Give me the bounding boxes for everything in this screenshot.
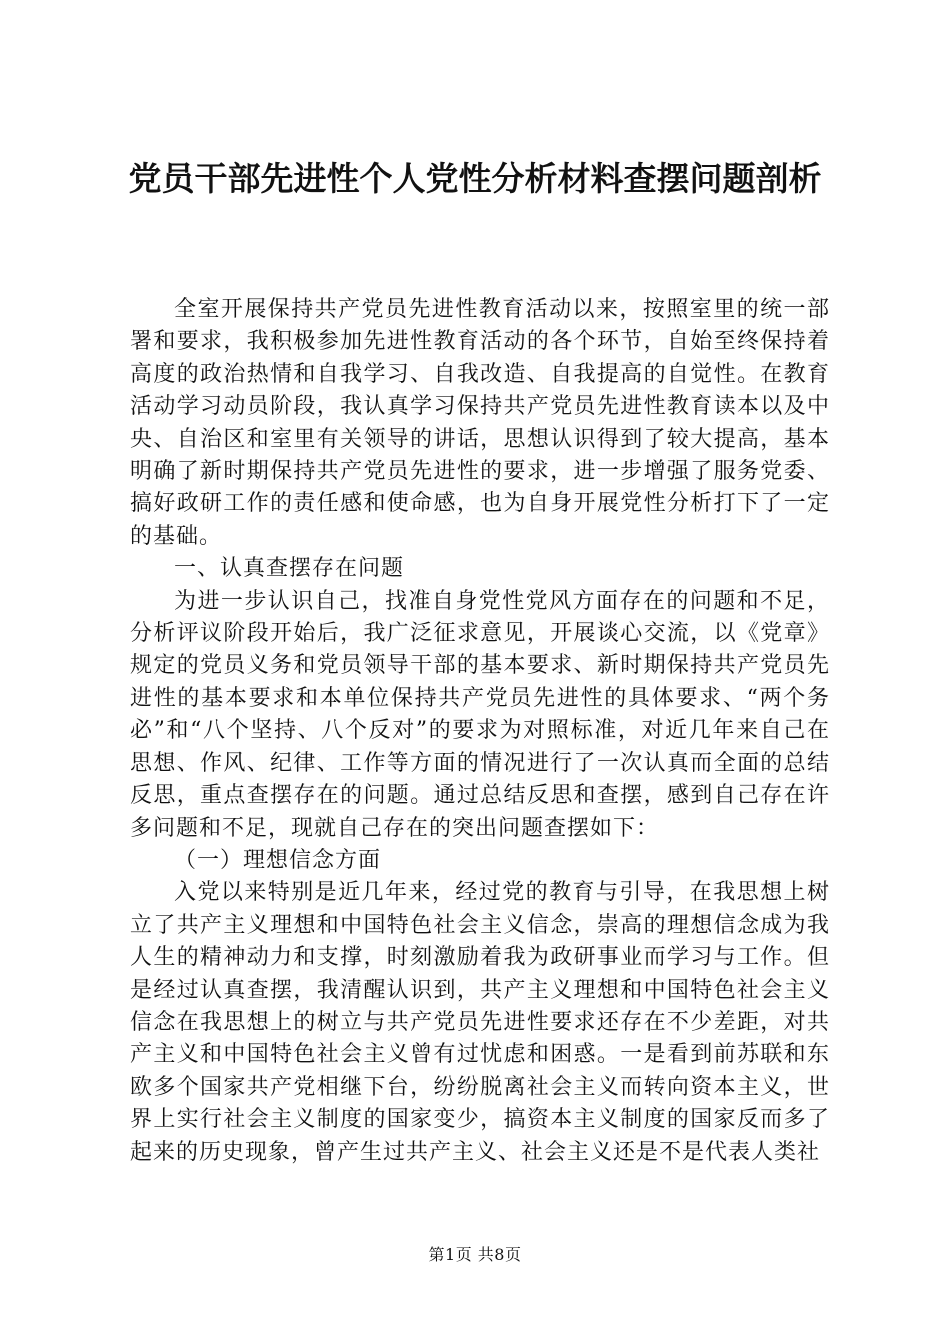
intro-paragraph: 全室开展保持共产党员先进性教育活动以来，按照室里的统一部署和要求，我积极参加先进性教育活动的各个环节，自始至终保持着高度的政治热情和自我学习、自我改造、自我提高的自觉性。在教育活动学习动员阶段，我认真学习保持共产党员先进性教育读本以及中央、自治区和室里有关领导的讲话，思想认识得到了较大提高，基本明确了新时期保持共产党员先进性的要求，进一步增强了服务党委、搞好政研工作的责任感和使命感，也为自身开展党性分析打下了一定的基础。 (130, 297, 830, 549)
subsection-heading-1: （一）理想信念方面 (174, 847, 382, 873)
page-footer: 第1页 共8页 (428, 1245, 522, 1264)
subsection-paragraph-1: 入党以来特别是近几年来，经过党的教育与引导，在我思想上树立了共产主义理想和中国特色社会主义信念，崇高的理想信念成为我人生的精神动力和支撑，时刻激励着我为政研事业而学习与工作。但是经过认真查摆，我清醒认识到，共产主义理想和中国特色社会主义信念在我思想上的树立与共产党员先进性要求还存在不少差距，对共产主义和中国特色社会主义曾有过忧虑和困惑。一是看到前苏联和东欧多个国家共产党相继下台，纷纷脱离社会主义而转向资本主义，世界上实行社会主义制度的国家变少，搞资本主义制度的国家反而多了起来的历史现象，曾产生过共产主义、社会主义还是不是代表人类社 (130, 880, 830, 1165)
section-paragraph-1: 为进一步认识自己，找准自身党性党风方面存在的问题和不足，分析评议阶段开始后，我广泛征求意见，开展谈心交流，以《党章》规定的党员义务和党员领导干部的基本要求、新时期保持共产党员先进性的基本要求和本单位保持共产党员先进性的具体要求、“两个务必”和“八个坚持、八个反对”的要求为对照标准，对近几年来自己在思想、作风、纪律、工作等方面的情况进行了一次认真而全面的总结反思，重点查摆存在的问题。通过总结反思和查摆，感到自己存在许多问题和不足，现就自己存在的突出问题查摆如下： (130, 588, 830, 841)
section-heading-1: 一、认真查摆存在问题 (174, 556, 405, 582)
document-body (130, 294, 830, 1169)
document-title: 党员干部先进性个人党性分析材料查摆问题剖析 (128, 159, 822, 198)
